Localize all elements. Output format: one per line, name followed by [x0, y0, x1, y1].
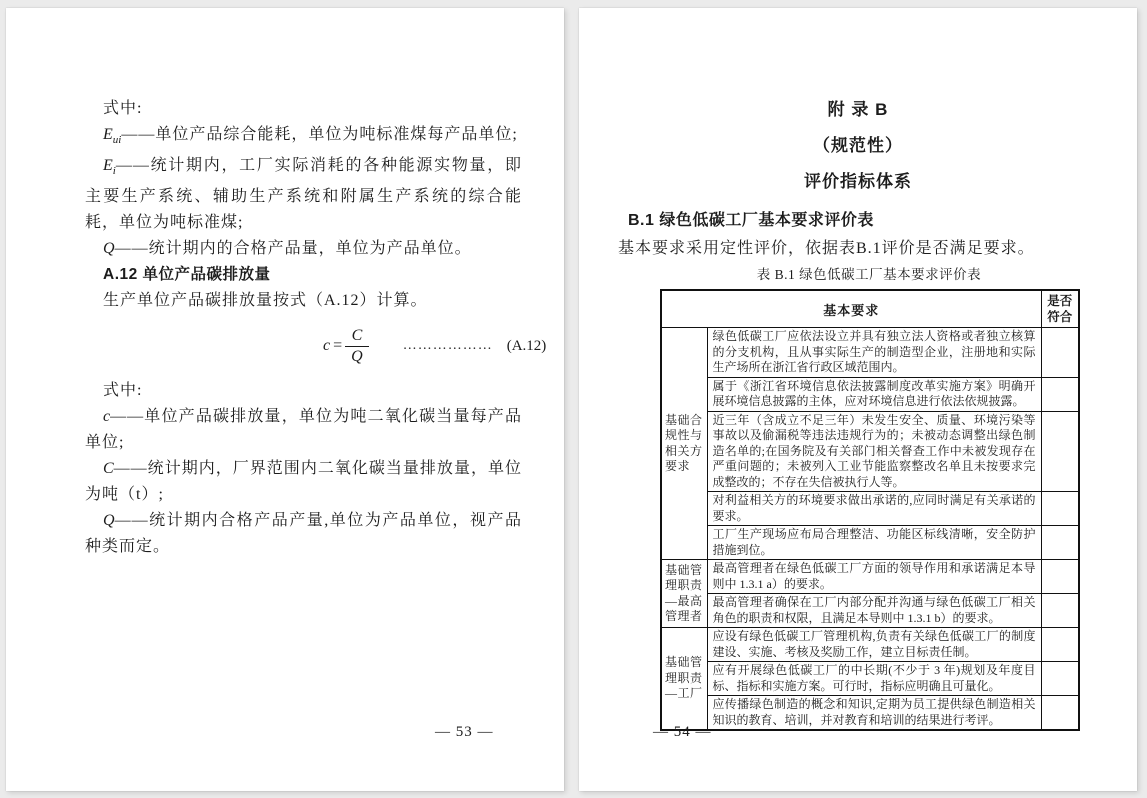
appendix-title: 附 录 B [827, 100, 889, 119]
requirement-text: 应有开展绿色低碳工厂的中长期(不少于 3 年)规划及年度目标、指标和实施方案。可行时，指标应明确且可量化。 [707, 662, 1041, 696]
symbol-ei-sub: i [112, 165, 116, 178]
compliance-cell [1041, 492, 1079, 526]
requirement-text: 近三年（含成立不足三年）未发生安全、质量、环境污染等事故以及偷漏税等违法违规行为的；未被动态调整出绿色制造名单的;在国务院及有关部门相关督查工作中未被发现存在严重问题的；未被列入工业节能监察整改名单且未按要求完成整改的；不存在失信被执行人等。 [707, 411, 1041, 492]
formula-number-label: (A.12) [506, 338, 547, 355]
page-number: — 54 — [653, 724, 712, 740]
table-row [661, 411, 1079, 492]
definition-q2-text: ——统计期内合格产品产量,单位为产品单位，视产品种类而定。 [85, 512, 522, 556]
compliance-cell [1041, 560, 1079, 594]
compliance-cell [1041, 377, 1079, 411]
definition-c-lower-text: ——单位产品碳排放量，单位为吨二氧化碳当量每产品单位; [85, 408, 522, 452]
compliance-cell [1041, 526, 1079, 560]
where-label: 式中: [103, 100, 143, 117]
page-number: — 53 — [435, 724, 494, 740]
definition-c-upper [85, 456, 522, 508]
document-page-54 [579, 8, 1137, 791]
symbol-eui-sub: ui [112, 134, 122, 147]
compliance-cell [1041, 328, 1079, 378]
requirement-text: 应传播绿色制造的概念和知识,定期为员工提供绿色制造相关知识的教育、培训，并对教育和培训的结果进行考评。 [707, 696, 1041, 731]
page-53-content [85, 96, 547, 560]
document-page-53 [6, 8, 564, 791]
table-row [661, 594, 1079, 628]
definition-eui-text: ——单位产品综合能耗，单位为吨标准煤每产品单位; [121, 126, 518, 143]
table-row [661, 560, 1079, 594]
requirement-text: 绿色低碳工厂应依法设立并具有独立法人资格或者独立核算的分支机构，且从事实际生产的制造型企业，注册地和实际生产场所在浙江省行政区域范围内。 [707, 328, 1041, 378]
header-compliance: 是否符合 [1041, 290, 1079, 328]
definition-c-lower [85, 404, 522, 456]
requirement-text: 工厂生产现场应布局合理整洁、功能区标线清晰，安全防护措施到位。 [707, 526, 1041, 560]
requirement-text: 最高管理者确保在工厂内部分配并沟通与绿色低碳工厂相关角色的职责和权限，且满足本导则中 1.3.1 b）的要求。 [707, 594, 1041, 628]
requirement-text: 属于《浙江省环境信息依法披露制度改革实施方案》明确开展环境信息披露的主体，应对环境信息进行依法依规披露。 [707, 377, 1041, 411]
table-caption: 表 B.1 绿色低碳工厂基本要求评价表 [756, 267, 982, 282]
formula-dot-leader: ……………… [402, 338, 493, 354]
table-row [661, 377, 1079, 411]
compliance-cell [1041, 594, 1079, 628]
symbol-eui: E [103, 126, 113, 143]
formula-fraction [345, 326, 369, 367]
table-row [661, 628, 1079, 662]
symbol-q2: Q [103, 512, 115, 530]
basic-requirements-table [660, 289, 1080, 731]
definition-q1 [85, 236, 522, 262]
table-row [661, 662, 1079, 696]
symbol-c-upper: C [103, 460, 114, 478]
header-basic-requirements: 基本要求 [661, 290, 1041, 328]
section-heading-b1: B.1 绿色低碳工厂基本要求评价表 [628, 212, 874, 229]
definition-c-upper-text: ——统计期内，厂界范围内二氧化碳当量排放量，单位为吨（t）; [85, 460, 522, 504]
compliance-cell [1041, 696, 1079, 731]
formula-numerator: C [345, 326, 369, 347]
table-row [661, 492, 1079, 526]
formula-a12 [323, 323, 547, 369]
compliance-cell [1041, 662, 1079, 696]
table-header-row [661, 290, 1079, 328]
appendix-normative-label: （规范性） [813, 136, 903, 155]
section-intro-a12: 生产单位产品碳排放量按式（A.12）计算。 [103, 292, 428, 310]
table-row [661, 696, 1079, 731]
table-row [661, 526, 1079, 560]
group-label-compliance: 基础合规性与相关方要求 [661, 328, 707, 560]
symbol-ei: E [103, 157, 113, 175]
definition-ei [85, 153, 522, 236]
definition-q1-text: ——统计期内的合格产品量，单位为产品单位。 [114, 240, 472, 258]
requirement-text: 对利益相关方的环境要求做出承诺的,应同时满足有关承诺的要求。 [707, 492, 1041, 526]
page-54-content [618, 92, 1102, 731]
requirement-text: 应设有绿色低碳工厂管理机构,负责有关绿色低碳工厂的制度建设、实施、考核及奖励工作，建立目标责任制。 [707, 628, 1041, 662]
group-label-top-management: 基础管理职责—最高管理者 [661, 560, 707, 628]
definition-ei-text: ——统计期内，工厂实际消耗的各种能源实物量，即主要生产系统、辅助生产系统和附属生产系统的综合能耗，单位为吨标准煤; [85, 157, 522, 232]
symbol-q1: Q [103, 240, 115, 258]
where-label-2: 式中: [103, 382, 143, 400]
definition-q2 [85, 508, 522, 560]
compliance-cell [1041, 628, 1079, 662]
formula-denominator: Q [351, 347, 363, 365]
section-intro-b1: 基本要求采用定性评价，依据表B.1评价是否满足要求。 [618, 240, 1035, 257]
requirement-text: 最高管理者在绿色低碳工厂方面的领导作用和承诺满足本导则中 1.3.1 a）的要求。 [707, 560, 1041, 594]
appendix-subtitle: 评价指标体系 [804, 172, 912, 191]
table-row [661, 328, 1079, 378]
symbol-c-lower: c [103, 408, 111, 426]
formula-equals: = [333, 337, 343, 355]
section-heading-a12: A.12 单位产品碳排放量 [103, 266, 271, 284]
compliance-cell [1041, 411, 1079, 492]
group-label-factory: 基础管理职责—工厂 [661, 628, 707, 731]
definition-eui [85, 122, 522, 153]
formula-lhs-var: c [323, 337, 331, 355]
